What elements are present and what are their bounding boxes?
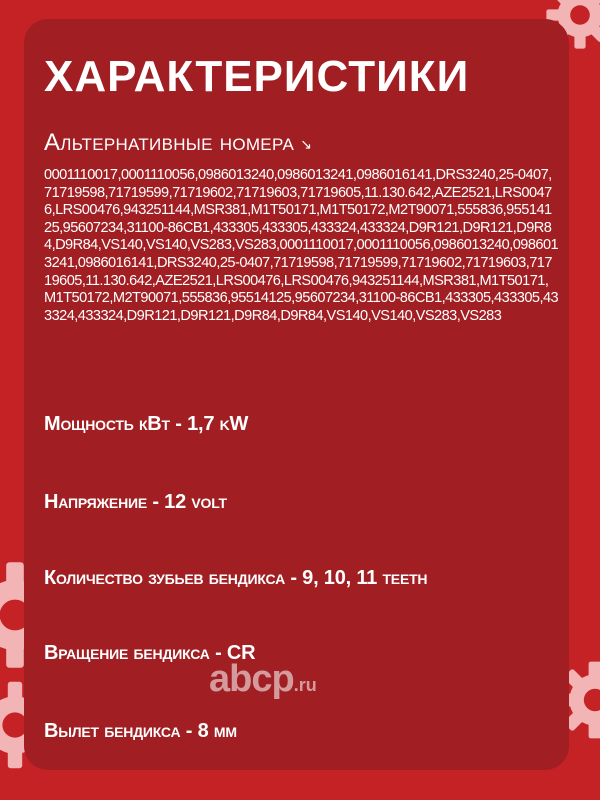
spec-overhang: Вылет бендикса - 8 мм [44, 720, 237, 742]
page-title: ХАРАКТЕРИСТИКИ [44, 52, 470, 101]
arrow-down-right-icon: ↘ [300, 135, 313, 152]
watermark-logo [209, 660, 317, 698]
spec-power: Мощность кВт - 1,7 kW [44, 413, 249, 435]
watermark-suffix: .ru [293, 675, 317, 695]
alt-numbers-heading-label: Альтернативные номера [44, 129, 295, 156]
watermark-main: abcp [209, 658, 294, 700]
spec-card [24, 19, 569, 770]
spec-voltage: Напряжение - 12 volt [44, 491, 227, 513]
spec-rotation: Вращение бендикса - CR [44, 642, 256, 664]
alt-numbers-heading [44, 131, 312, 155]
spec-teeth-count: Количество зубьев бендикса - 9, 10, 11 teeth [44, 567, 428, 589]
alt-numbers-list: 0001110017,0001110056,0986013240,0986013241,0986016141,DRS3240,25-0407,71719598,71719599,71719602,71719603,71719605,11.130.642,AZE2521,LRS00476,LRS00476,943251144,MSR381,M1T50171,M1T50172,M2T90071,555836,95514125,95607234,31100-86CB1,433305,433305,433324,433324,D9R121,D9R121,D9R84,D9R84,VS140,VS140,VS283,VS283,0001110017,0001110056,0986013240,0986013241,0986016141,DRS3240,25-0407,71719598,71719599,71719602,71719603,71719605,11.130.642,AZE2521,LRS00476,LRS00476,943251144,MSR381,M1T50171,M1T50172,M2T90071,555836,95514125,95607234,31100-86CB1,433305,433305,433324,433324,D9R121,D9R121,D9R84,D9R84,VS140,VS140,VS283,VS283 [44, 167, 559, 324]
